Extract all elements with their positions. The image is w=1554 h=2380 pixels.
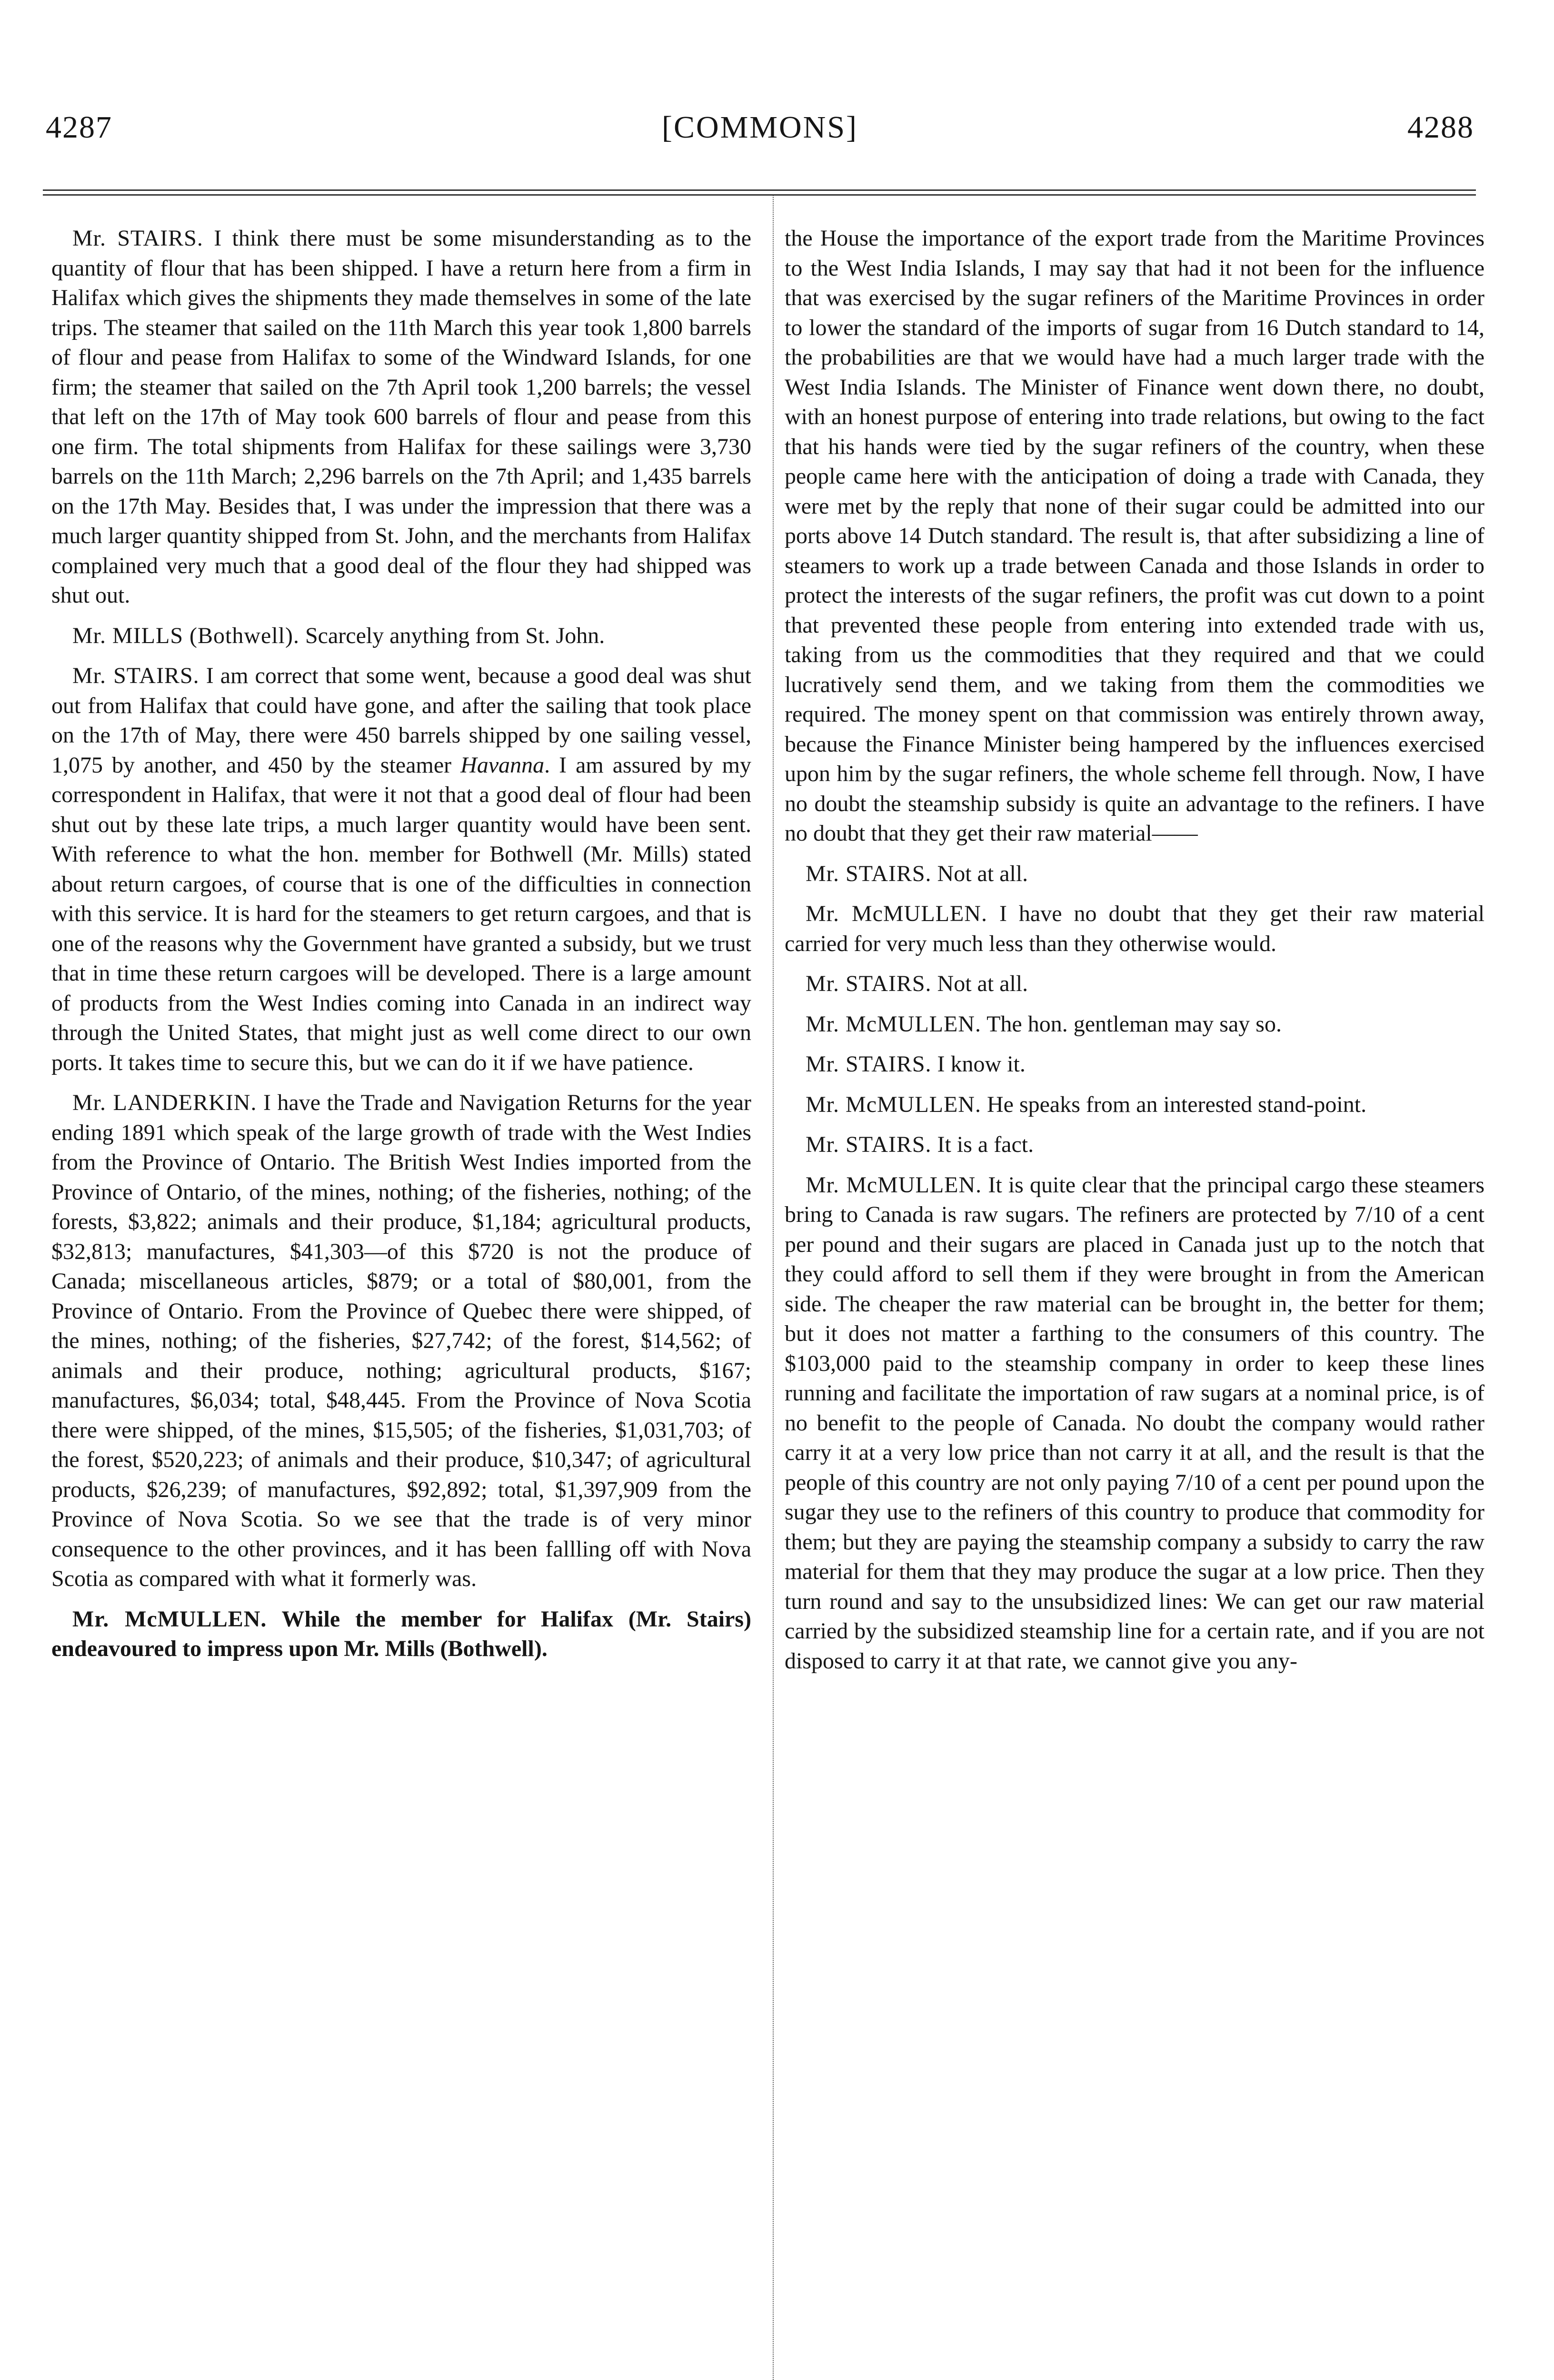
- paragraph-continued: [785, 224, 1484, 849]
- paragraph: [785, 1050, 1484, 1080]
- header-rule-bottom: [43, 194, 1476, 196]
- paragraph: [51, 621, 751, 651]
- speaker-name: Mr. STAIRS.: [806, 1132, 932, 1157]
- paragraph: [785, 1130, 1484, 1160]
- speech-text: the House the importance of the export trade from the Maritime Provinces to the West India Islands, I may say that had it not been for the influence that was exercised by the sugar refiners of the Maritime Provinces in order to lower the standard of the imports of sugar from 16 Dutch standard to 14, the probabilities are that we would have had a much larger trade with the West India Islands. The Minister of Finance went down there, no doubt, with an honest purpose of entering into trade relations, but owing to the fact that his hands were tied by the sugar refiners of the country, when these people came here with the anticipation of doing a trade with Canada, they were met by the reply that none of their sugar could be admitted into our ports above 14 Dutch standard. The result is, that after subsidizing a line of steamers to work up a trade between Canada and those Islands in order to protect the interests of the sugar refiners, the profit was cut down to a point that prevented these people from entering into extended trade with us, taking from us the commodities that they required and that we could lucratively send them, and we taking from them the commodities we required. The money spent on that commission was entirely thrown away, because the Finance Minister being hampered by the influences exercised upon him by the sugar refiners, the whole scheme fell through. Now, I have no doubt the steamship subsidy is quite an advantage to the refiners. I have no doubt that they get their raw material——: [785, 226, 1484, 846]
- speech-text: He speaks from an interested stand-point.: [986, 1091, 1367, 1117]
- paragraph: [785, 1090, 1484, 1120]
- speech-text: I have no doubt that they get their raw material carried for very much less than they otherwise would.: [785, 901, 1484, 956]
- speaker-name: Mr. McMULLEN.: [806, 901, 987, 926]
- speech-text: It is quite clear that the principal cargo these steamers bring to Canada is raw sugars. The refiners are protected by 7/10 of a cent per pound and their sugars are placed in Canada just up to the notch that they could afford to sell them if they were brought in from the American side. The cheaper the raw material can be brought in, the better for them; but it does not matter a farthing to the consumers of this country. The $103,000 paid to the steamship company in order to keep these lines running and facilitate the importation of raw sugars at a nominal price, is of no benefit to the people of Canada. No doubt the company would rather carry it at a very low price than not carry it at all, and the result is that the people of this country are not only paying 7/10 of a cent per pound upon the sugar they use to the refiners of this country to produce that commodity for them; but they are paying the steamship company a subsidy to carry the raw material for them that they may produce the sugar at a low price. Then they turn round and say to the unsubsidized lines: We can get our raw material carried by the subsidized steamship line for a certain rate, and if you are not disposed to carry it at that rate, we cannot give you any-: [785, 1172, 1484, 1674]
- speech-text: Scarcely anything from St. John.: [305, 623, 605, 648]
- speech-text: Not at all.: [937, 861, 1028, 886]
- speech-text: It is a fact.: [937, 1132, 1034, 1157]
- page-header: [46, 109, 1474, 162]
- speaker-name: Mr. STAIRS.: [72, 663, 199, 688]
- page-title: [COMMONS]: [661, 110, 858, 145]
- speech-text: While the member for Halifax (Mr. Stairs) endeavoured to impress upon Mr. Mills (Bothwell).: [51, 1606, 751, 1661]
- speaker-name: Mr. STAIRS.: [806, 861, 932, 886]
- paragraph: [785, 1170, 1484, 1676]
- paragraph: [785, 969, 1484, 999]
- page-number-left: 4287: [46, 110, 112, 145]
- speech-text: I think there must be some misunderstanding as to the quantity of flour that has been shipped. I have a return here from a firm in Halifax which gives the shipments they made themselves in some of the late trips. The steamer that sailed on the 11th March this year took 1,800 barrels of flour and pease from Halifax to some of the Windward Islands, for one firm; the steamer that sailed on the 7th April took 1,200 barrels; the vessel that left on the 17th of May took 600 barrels of flour and pease from this one firm. The total shipments from Halifax for these sailings were 3,730 barrels on the 11th March; 2,296 barrels on the 7th April; and 1,435 barrels on the 17th May. Besides that, I was under the impression that there was a much larger quantity shipped from St. John, and the merchants from Halifax complained very much that a good deal of the flour they had shipped was shut out.: [51, 226, 751, 608]
- speaker-name: Mr. McMULLEN.: [806, 1011, 981, 1037]
- speech-text: The hon. gentleman may say so.: [986, 1011, 1282, 1037]
- speaker-name: Mr. McMULLEN.: [72, 1606, 267, 1632]
- speaker-name: Mr. STAIRS.: [806, 971, 932, 996]
- speech-text: I have the Trade and Navigation Returns for the year ending 1891 which speak of the large growth of trade with the West Indies from the Province of Ontario. The British West Indies imported from the Province of Ontario, of the mines, nothing; of the fisheries, nothing; of the forests, $3,822; animals and their produce, $1,184; agricultural products, $32,813; manufactures, $41,303—of this $720 is not the produce of Canada; miscellaneous articles, $879; or a total of $80,001, from the Province of Ontario. From the Province of Quebec there were shipped, of the mines, nothing; of the fisheries, $27,742; of the forest, $14,562; of animals and their produce, nothing; agricultural products, $167; manufactures, $6,034; total, $48,445. From the Province of Nova Scotia there were shipped, of the mines, $15,505; of the fisheries, $1,031,703; of the forest, $520,223; of animals and their produce, $10,347; of agricultural products, $26,239; of manufactures, $92,892; total, $1,397,909 from the Province of Nova Scotia. So we see that the trade is of very minor consequence to the other provinces, and it has been fallling off with Nova Scotia as compared with what it formerly was.: [51, 1090, 751, 1591]
- paragraph: [51, 1605, 751, 1664]
- speech-text: . I am assured by my correspondent in Halifax, that were it not that a good deal of flour had been shut out by these late trips, a much larger quantity would have been sent. With reference to what the hon. member for Bothwell (Mr. Mills) stated about return cargoes, of course that is one of the difficulties in connection with this service. It is hard for the steamers to get return cargoes, and that is one of the reasons why the Government have granted a subsidy, but we trust that in time these return cargoes will be developed. There is a large amount of products from the West Indies coming into Canada in an indirect way through the United States, that might just as well come direct to our own ports. It takes time to secure this, but we can do it if we have patience.: [51, 752, 751, 1075]
- page-number-right: 4288: [1407, 110, 1474, 145]
- speech-text: Not at all.: [937, 971, 1028, 996]
- header-rule-top: [43, 189, 1476, 191]
- paragraph: [785, 899, 1484, 959]
- speaker-name: Mr. McMULLEN.: [806, 1172, 982, 1198]
- paragraph: [51, 224, 751, 611]
- speaker-name: Mr. LANDERKIN.: [72, 1090, 257, 1115]
- speaker-name: Mr. STAIRS.: [806, 1051, 932, 1077]
- paragraph: [785, 859, 1484, 889]
- right-column: [785, 224, 1484, 2380]
- paragraph: [51, 661, 751, 1078]
- paragraph: [51, 1088, 751, 1594]
- speaker-name: Mr. STAIRS.: [72, 226, 203, 251]
- speech-text: I know it.: [937, 1051, 1026, 1077]
- speech-text: I am correct that some went, because a good deal was shut out from Halifax that could have gone, and after the sailing that took place on the 17th of May, there were 450 barrels shipped by one sailing vessel, 1,075 by another, and 450 by the steamer: [51, 663, 751, 778]
- speaker-name: Mr. MILLS (Bothwell).: [72, 623, 299, 648]
- speaker-name: Mr. McMULLEN.: [806, 1091, 981, 1117]
- vessel-name: Havanna: [460, 752, 545, 778]
- column-divider: [773, 195, 774, 2380]
- paragraph: [785, 1010, 1484, 1040]
- left-column: [51, 224, 751, 2380]
